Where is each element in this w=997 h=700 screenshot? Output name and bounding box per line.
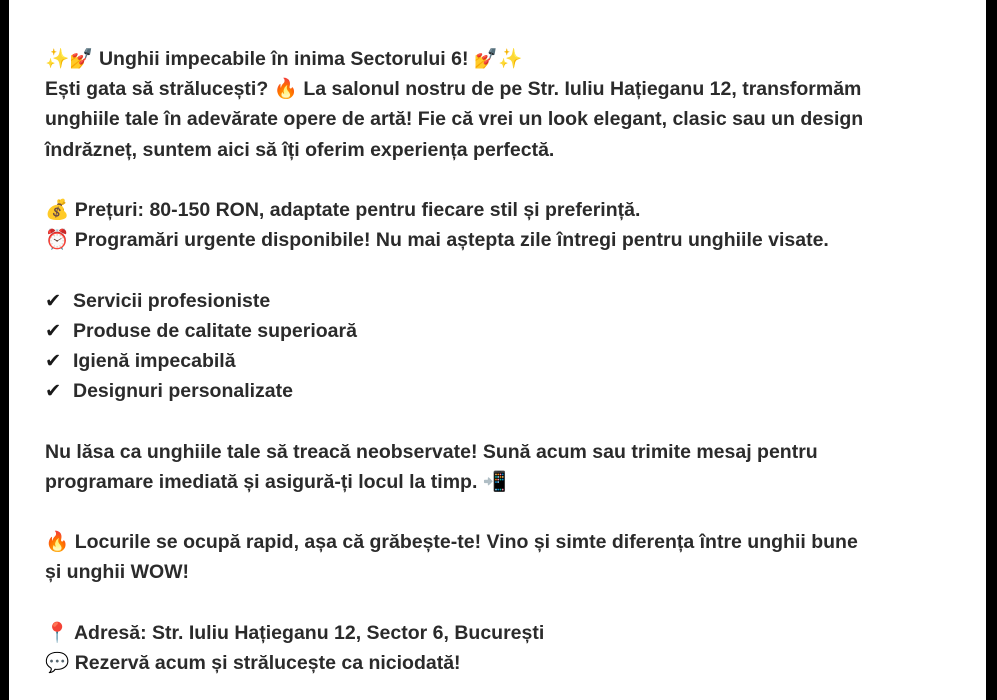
spacer bbox=[45, 588, 965, 618]
feature-item bbox=[45, 316, 965, 346]
feature-label: Produse de calitate superioară bbox=[73, 319, 357, 342]
feature-item bbox=[45, 376, 965, 406]
post-text bbox=[45, 44, 965, 678]
spacer bbox=[45, 165, 965, 195]
spacer bbox=[45, 497, 965, 527]
feature-label: Igienă impecabilă bbox=[73, 350, 236, 372]
address-line: 📍 Adresă: Str. Iuliu Hațieganu 12, Sector 6, București bbox=[45, 621, 545, 644]
check-mark-icon: ✔ bbox=[45, 318, 62, 342]
post-title: ✨💅 Unghii impecabile în inima Sectorului 6! 💅✨ bbox=[45, 48, 523, 70]
check-mark-icon: ✔ bbox=[45, 379, 62, 403]
intro-line-2: unghiile tale în adevărate opere de artă! Fie că vrei un look elegant, clasic sau un design bbox=[45, 108, 864, 131]
hurry-line-1: 🔥 Locurile se ocupă rapid, așa că grăbește-te! Vino și simte diferența între unghii bune bbox=[45, 531, 858, 554]
hurry-line-2: și unghii WOW! bbox=[45, 561, 190, 584]
cta-line-2: programare imediată și asigură-ți locul la timp. 📲 bbox=[45, 470, 508, 493]
check-mark-icon: ✔ bbox=[45, 288, 62, 312]
feature-label: Servicii profesioniste bbox=[73, 289, 271, 312]
feature-label: Designuri personalizate bbox=[73, 380, 293, 403]
feature-item bbox=[45, 346, 965, 376]
urgent-line: ⏰ Programări urgente disponibile! Nu mai aștepta zile întregi pentru unghiile visate. bbox=[45, 229, 829, 252]
feature-item bbox=[45, 286, 965, 316]
features-list bbox=[45, 286, 965, 407]
prices-line: 💰 Prețuri: 80-150 RON, adaptate pentru fiecare stil și preferință. bbox=[45, 199, 641, 221]
spacer bbox=[45, 255, 965, 285]
booking-line: 💬 Rezervă acum și strălucește ca niciodată! bbox=[45, 651, 461, 674]
cta-line-1: Nu lăsa ca unghiile tale să treacă neobservate! Sună acum sau trimite mesaj pentru bbox=[45, 440, 818, 463]
spacer bbox=[45, 406, 965, 436]
intro-line-1: Ești gata să strălucești? 🔥 La salonul nostru de pe Str. Iuliu Hațieganu 12, transformăm bbox=[45, 78, 862, 101]
intro-line-3: îndrăzneț, suntem aici să îți oferim experiența perfectă. bbox=[45, 138, 555, 161]
check-mark-icon: ✔ bbox=[45, 349, 62, 372]
document-page bbox=[9, 0, 986, 700]
